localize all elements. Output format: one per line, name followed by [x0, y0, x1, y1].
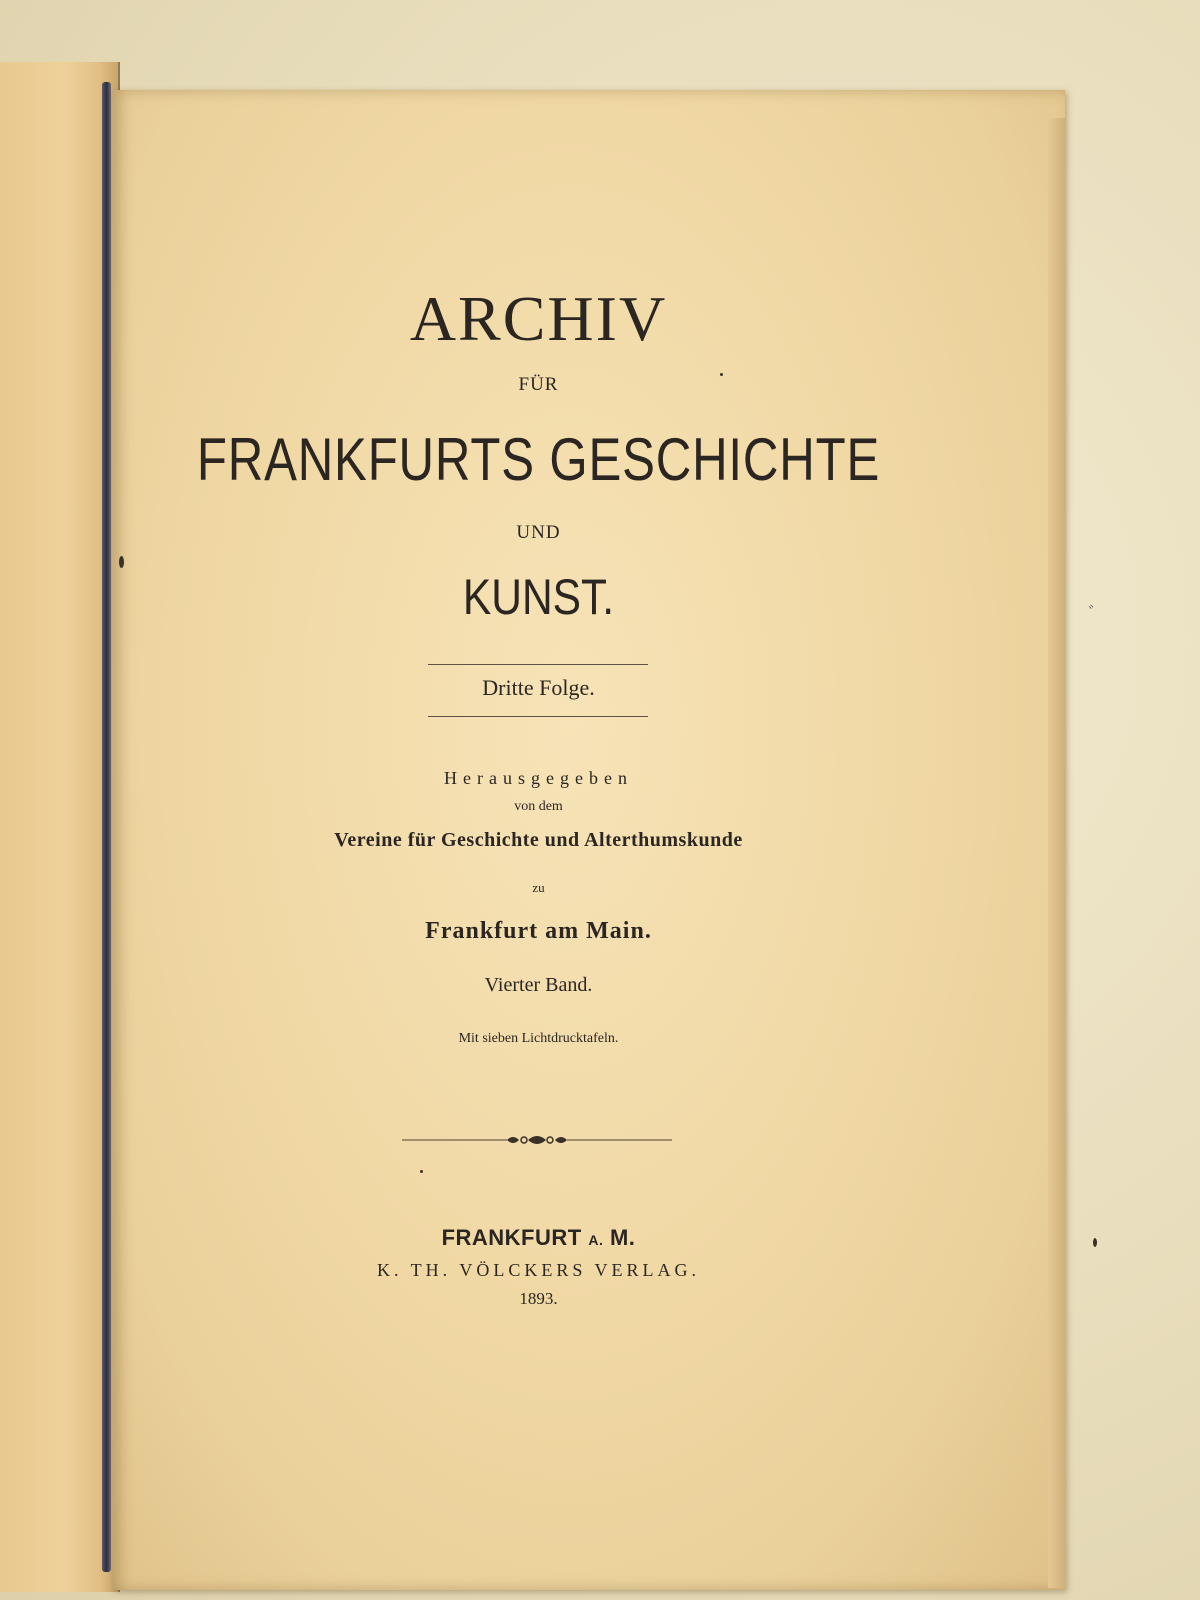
publisher-city-small: A.: [588, 1232, 604, 1248]
rule-above-series: [428, 664, 648, 665]
fleuron-divider-icon: [402, 1130, 672, 1150]
title-archiv: ARCHIV: [409, 283, 668, 354]
left-page: [0, 62, 120, 1592]
page-speck: [420, 1170, 423, 1173]
publisher-city: [112, 1225, 965, 1251]
series-label: Dritte Folge.: [482, 675, 595, 700]
pencil-mark: ﾞ: [1088, 604, 1097, 625]
publisher-city-end: M.: [609, 1225, 636, 1250]
page-fore-edge: [1048, 118, 1066, 1588]
publication-year: 1893.: [519, 1289, 558, 1308]
publisher-city-main: FRANKFURT: [441, 1225, 582, 1250]
title-und: UND: [516, 522, 561, 543]
society-name: Vereine für Geschichte und Alterthumskunde: [334, 829, 743, 851]
title-frankfurts-geschichte: FRANKFURTS GESCHICHTE: [196, 426, 881, 493]
page-speck: [1093, 1238, 1097, 1247]
zu-label: zu: [532, 880, 545, 895]
page-speck: [119, 556, 124, 568]
title-kunst: KUNST.: [462, 569, 615, 625]
title-fuer: FÜR: [518, 374, 559, 395]
volume-label: Vierter Band.: [484, 974, 593, 996]
city-name: Frankfurt am Main.: [425, 918, 652, 944]
publisher-name: K. TH. VÖLCKERS VERLAG.: [376, 1260, 701, 1280]
page-speck: [720, 373, 723, 376]
herausgegeben-label: Herausgegeben: [444, 768, 633, 788]
plates-note: Mit sieben Lichtdrucktafeln.: [458, 1031, 619, 1046]
rule-below-series: [428, 716, 648, 717]
book-spine-edge: [102, 82, 111, 1572]
von-dem-label: von dem: [514, 799, 563, 814]
